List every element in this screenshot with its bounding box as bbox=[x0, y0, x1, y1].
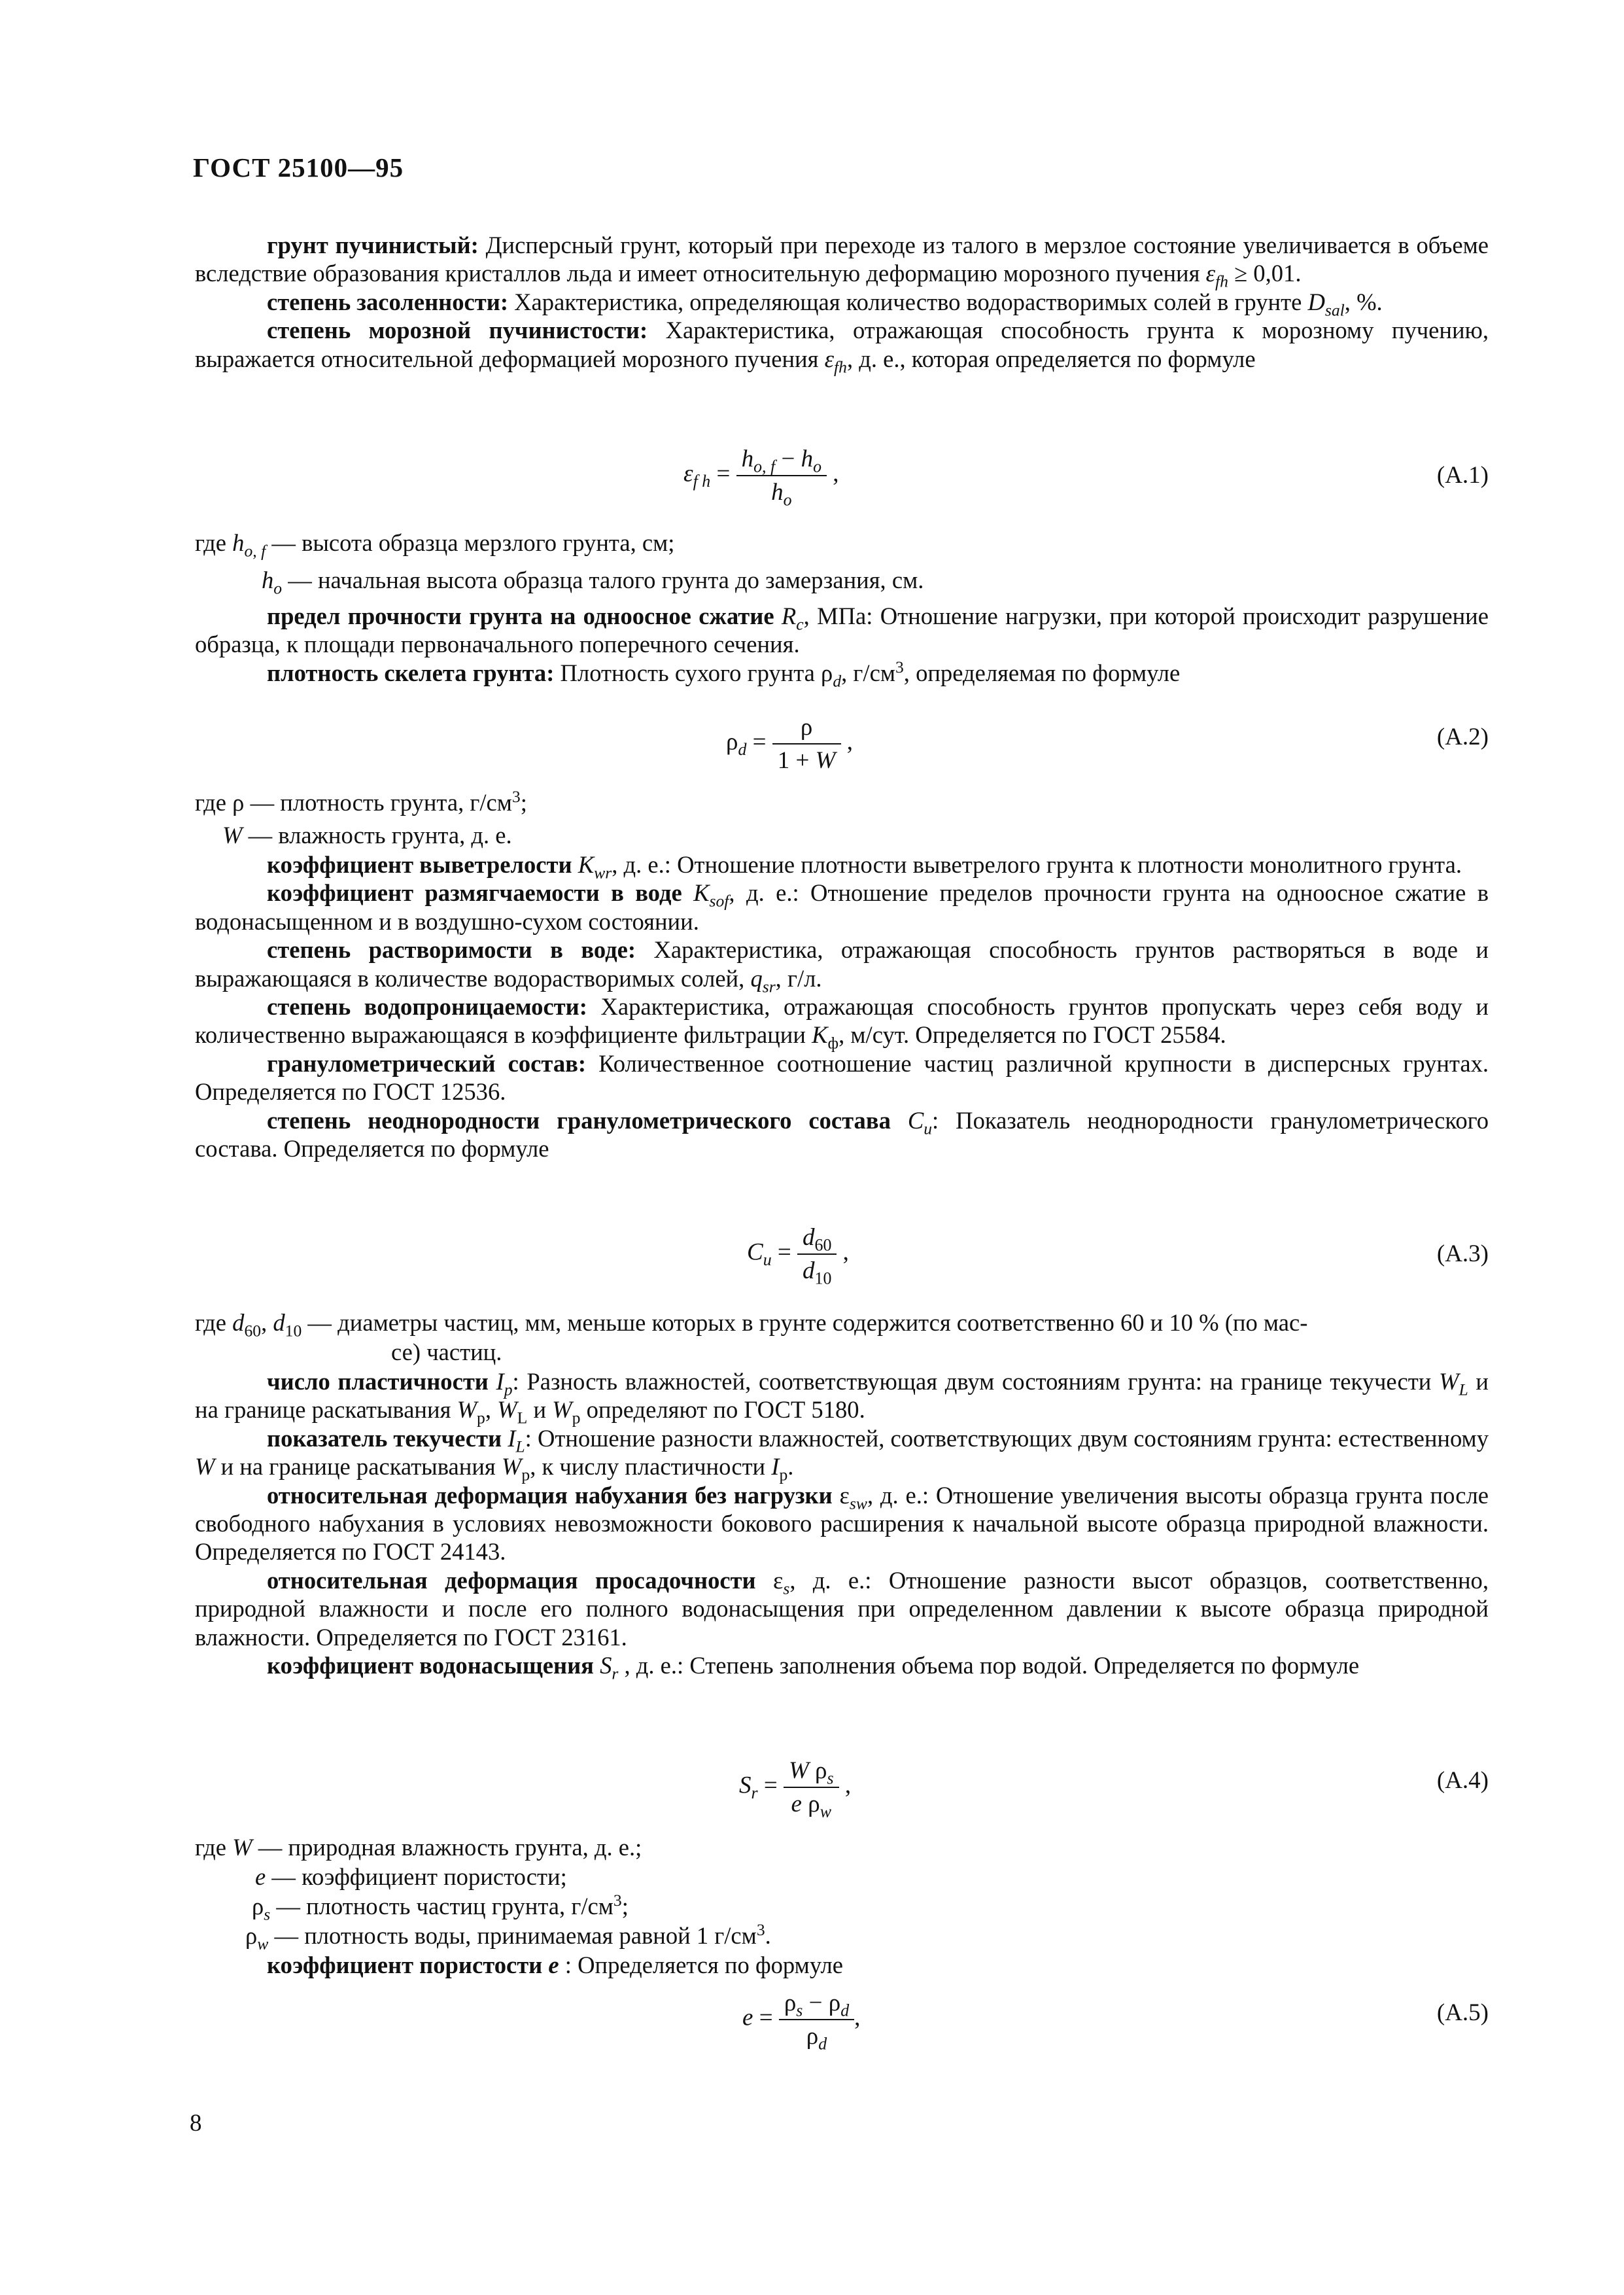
symbol-sub: p bbox=[504, 1380, 513, 1399]
symbol-sub: wr bbox=[594, 863, 612, 883]
where-line bbox=[245, 1919, 771, 1953]
where-line bbox=[252, 1890, 629, 1924]
symbol-sub: 10 bbox=[285, 1321, 302, 1340]
symbol-sub: s bbox=[264, 1904, 271, 1924]
text-block-2 bbox=[195, 602, 1489, 691]
symbol-sub: sr bbox=[762, 976, 776, 996]
den-sub: o bbox=[783, 490, 792, 510]
def-saturation-coef bbox=[195, 1651, 1489, 1683]
def-liquidity-index bbox=[195, 1424, 1489, 1484]
def-text: Количественное соотношение частиц различной крупности в дисперсных грунтах. Определяется по ГОСТ 12536. bbox=[195, 1049, 1489, 1106]
denominator bbox=[784, 1788, 839, 1821]
symbol-sub: 60 bbox=[244, 1321, 262, 1340]
formula-a1 bbox=[683, 445, 839, 510]
text-block-1 bbox=[195, 231, 1489, 376]
symbol-sub: p bbox=[521, 1465, 530, 1484]
term: степень засоленности: bbox=[267, 288, 508, 315]
fraction bbox=[772, 713, 841, 775]
where-text: — высота образца мерзлого грунта, см; bbox=[266, 529, 675, 556]
symbol-sub: w bbox=[257, 1934, 269, 1953]
symbol-sub: sw bbox=[849, 1493, 867, 1513]
numerator bbox=[736, 445, 827, 476]
formula-lhs-sub: f h bbox=[693, 471, 711, 491]
def-text: Дисперсный грунт, который при переходе из талого в мерзлое состояние увеличивается в объеме вследствие образования кристаллов льда и имеет относительную деформацию морозного пучения bbox=[195, 232, 1489, 287]
term: показатель текучести bbox=[267, 1424, 502, 1452]
where-text: где bbox=[195, 1309, 233, 1336]
def-text: определяют по ГОСТ 5180. bbox=[580, 1396, 865, 1424]
formula-a5 bbox=[742, 1989, 861, 2054]
where-line bbox=[262, 566, 924, 598]
denominator bbox=[779, 2020, 854, 2054]
equation-number-a1: (А.1) bbox=[1436, 462, 1489, 489]
symbol-sub: L bbox=[515, 1437, 525, 1456]
symbol: e bbox=[542, 1952, 559, 1978]
symbol: e bbox=[255, 1863, 266, 1890]
superscript: 3 bbox=[756, 1919, 765, 1939]
where-line bbox=[195, 788, 527, 816]
equals-sign: = bbox=[757, 1772, 784, 1799]
where-text: ; bbox=[520, 789, 527, 816]
def-text: и на границе раскатывания bbox=[215, 1453, 502, 1480]
text-block-5 bbox=[195, 1951, 1489, 1979]
where-line bbox=[222, 821, 512, 849]
where-text: — природная влажность грунта, д. е.; bbox=[252, 1834, 642, 1861]
term: грунт пучинистый: bbox=[267, 232, 479, 258]
def-plasticity-index bbox=[195, 1367, 1489, 1428]
symbol: K bbox=[812, 1021, 828, 1049]
symbol: ε bbox=[1205, 260, 1216, 287]
def-text: и на границе раскатывания bbox=[195, 1368, 1489, 1424]
def-text: , bbox=[485, 1396, 498, 1424]
where-text: . bbox=[765, 1922, 771, 1949]
def-text: , г/л. bbox=[775, 964, 822, 992]
comma: , bbox=[838, 1772, 852, 1799]
symbol: I bbox=[502, 1424, 516, 1452]
num-symbol: d bbox=[803, 1224, 815, 1251]
symbol-sub: s bbox=[783, 1579, 790, 1598]
def-swelling-strain bbox=[195, 1481, 1489, 1566]
symbol-sub: fh bbox=[1215, 272, 1228, 291]
symbol-sub: u bbox=[924, 1118, 933, 1138]
num-symbol: ρ bbox=[784, 1989, 797, 2016]
den-sub: d bbox=[818, 2034, 827, 2054]
where-text: ; bbox=[621, 1893, 629, 1919]
term: гранулометрический состав: bbox=[267, 1049, 587, 1077]
denominator bbox=[736, 476, 827, 510]
symbol: ρ bbox=[245, 1922, 258, 1949]
symbol-sub: c bbox=[796, 614, 804, 634]
den-sub: w bbox=[820, 1802, 831, 1821]
def-text: , %. bbox=[1344, 288, 1383, 315]
num-sub: o, f bbox=[753, 457, 776, 476]
symbol-sub: ф bbox=[827, 1033, 839, 1053]
symbol: W bbox=[232, 1834, 252, 1861]
def-text: , определяемая по формуле bbox=[903, 659, 1181, 686]
where-line bbox=[255, 1863, 567, 1891]
symbol: W bbox=[1439, 1368, 1459, 1395]
def-text: , д. е.: Степень заполнения объема пор водой. Определяется по формуле bbox=[618, 1652, 1360, 1679]
denominator bbox=[772, 745, 841, 775]
term: предел прочности грунта на одноосное сжатие bbox=[267, 603, 774, 629]
where-text: — диаметры частиц, мм, меньше которых в грунте содержится соответственно 60 и 10 % (по мас- bbox=[302, 1309, 1308, 1336]
term: степень водопроницаемости: bbox=[267, 993, 587, 1021]
term: коэффициент размягчаемости в воде bbox=[267, 879, 682, 907]
num-symbol: h bbox=[801, 446, 814, 472]
symbol: h bbox=[232, 529, 245, 556]
symbol: K bbox=[682, 879, 710, 907]
superscript: 3 bbox=[895, 657, 904, 676]
symbol-sub: fh bbox=[834, 357, 847, 376]
symbol: D bbox=[1307, 288, 1325, 315]
def-text: , д. е.: Отношение увеличения высоты образца грунта после свободного набухания в условиях невозможности бокового расширения к начальной высоте образца природной влажности. Определяется по ГОСТ 24143. bbox=[195, 1481, 1489, 1566]
def-permeability-degree bbox=[195, 992, 1489, 1053]
page-header: ГОСТ 25100—95 bbox=[193, 152, 404, 183]
page-number: 8 bbox=[190, 2110, 202, 2137]
def-text: , г/см bbox=[841, 659, 895, 686]
fraction bbox=[797, 1223, 837, 1288]
equation-number-a4: (А.4) bbox=[1436, 1767, 1489, 1794]
where-text: , bbox=[261, 1309, 273, 1336]
symbol: q bbox=[750, 964, 763, 992]
symbol-sub: o bbox=[273, 578, 283, 598]
equals-sign: = bbox=[710, 460, 736, 487]
def-text: , МПа: Отношение нагрузки, при которой происходит разрушение образца, к площади первоначального поперечного сечения. bbox=[195, 603, 1489, 658]
where-text: где bbox=[195, 529, 233, 556]
den-symbol: ρ bbox=[806, 2023, 819, 2050]
symbol: ρ bbox=[252, 1893, 264, 1919]
denominator bbox=[797, 1255, 837, 1288]
text-block-3 bbox=[195, 850, 1489, 1163]
def-frost-heave-degree bbox=[195, 316, 1489, 376]
formula-a2 bbox=[726, 713, 853, 775]
fraction bbox=[736, 445, 827, 510]
where-line bbox=[195, 1833, 642, 1861]
superscript: 3 bbox=[511, 786, 521, 806]
def-text: : Определяется по формуле bbox=[559, 1952, 843, 1978]
formula-lhs-sub: r bbox=[751, 1783, 758, 1802]
where-text: где bbox=[195, 1834, 233, 1861]
def-text: Характеристика, отражающая способность грунтов растворяться в воде и выражающаяся в количестве водорастворимых солей, bbox=[195, 936, 1489, 992]
equals-sign: = bbox=[771, 1238, 798, 1266]
num-symbol: h bbox=[741, 446, 754, 472]
def-grain-size bbox=[195, 1049, 1489, 1106]
def-uniaxial-strength bbox=[195, 602, 1489, 659]
numerator bbox=[779, 1989, 854, 2020]
symbol-sub: p bbox=[477, 1408, 485, 1428]
symbol: d bbox=[232, 1309, 245, 1336]
symbol: h bbox=[262, 567, 274, 593]
fraction bbox=[784, 1757, 839, 1821]
term: коэффициент пористости bbox=[267, 1952, 543, 1978]
def-uniformity-degree bbox=[195, 1106, 1489, 1163]
def-text: , д. е., которая определяется по формуле bbox=[846, 345, 1256, 372]
symbol: W bbox=[552, 1396, 572, 1424]
den-symbol: h bbox=[771, 479, 784, 506]
def-text: : Разность влажностей, соответствующая двум состояниям грунта: на границе текучести bbox=[512, 1368, 1439, 1395]
symbol: I bbox=[771, 1453, 780, 1480]
num-sub: o bbox=[813, 457, 822, 476]
symbol: d bbox=[273, 1309, 285, 1336]
where-text: — коэффициент пористости; bbox=[266, 1863, 567, 1890]
symbol: S bbox=[593, 1652, 612, 1679]
symbol: W bbox=[501, 1453, 522, 1480]
num-symbol: − ρ bbox=[803, 1989, 841, 2016]
den-sub: 10 bbox=[814, 1269, 832, 1288]
symbol-sub: L bbox=[1459, 1380, 1468, 1399]
symbol-sub: L bbox=[517, 1408, 528, 1428]
symbol-sub: d bbox=[833, 671, 842, 691]
comma: , bbox=[827, 460, 839, 487]
def-text: . bbox=[787, 1453, 794, 1480]
symbol: W bbox=[457, 1396, 477, 1424]
symbol-sub: sof bbox=[709, 891, 729, 911]
formula-lhs: e bbox=[742, 2004, 753, 2031]
term: степень растворимости в воде: bbox=[267, 936, 636, 964]
equation-number-a2: (А.2) bbox=[1436, 724, 1489, 750]
def-text: , м/сут. Определяется по ГОСТ 25584. bbox=[838, 1021, 1226, 1049]
minus-sign: − bbox=[775, 446, 801, 472]
term: коэффициент выветрелости bbox=[267, 851, 572, 878]
symbol: C bbox=[890, 1106, 924, 1134]
num-sub: 60 bbox=[814, 1235, 832, 1255]
term: коэффициент водонасыщения bbox=[267, 1652, 594, 1679]
where-text: где ρ — плотность грунта, г/см bbox=[195, 789, 512, 816]
term: степень неоднородности гранулометрического состава bbox=[267, 1106, 891, 1134]
symbol-sub: p bbox=[779, 1465, 788, 1484]
num-symbol: ρ bbox=[808, 1757, 827, 1784]
num-sub: d bbox=[840, 2001, 850, 2020]
def-porosity-coef bbox=[195, 1951, 1489, 1979]
formula-lhs-sub: d bbox=[738, 739, 747, 759]
symbol: R bbox=[774, 603, 797, 629]
num-symbol: ρ bbox=[800, 714, 813, 741]
superscript: 3 bbox=[613, 1890, 622, 1910]
num-sub: s bbox=[796, 2001, 803, 2020]
comma: , bbox=[854, 2004, 861, 2031]
symbol: ε bbox=[832, 1481, 850, 1509]
def-text: : Показатель неоднородности гранулометрического состава. Определяется по формуле bbox=[195, 1106, 1489, 1163]
equals-sign: = bbox=[753, 2004, 779, 2031]
den-symbol: W bbox=[815, 747, 836, 774]
def-solubility-degree bbox=[195, 936, 1489, 996]
equation-number-a3: (А.3) bbox=[1436, 1240, 1489, 1267]
def-text: , к числу пластичности bbox=[530, 1453, 772, 1480]
symbol: ε bbox=[755, 1566, 784, 1594]
where-line bbox=[195, 1308, 1308, 1340]
where-line: се) частиц. bbox=[391, 1339, 502, 1365]
symbol-sub: p bbox=[572, 1408, 581, 1428]
def-collapse-strain bbox=[195, 1566, 1489, 1651]
def-text: Характеристика, определяющая количество водорастворимых солей в грунте bbox=[508, 288, 1308, 315]
fraction bbox=[779, 1989, 854, 2054]
symbol-sub: r bbox=[612, 1664, 619, 1683]
def-text: Плотность сухого грунта ρ bbox=[554, 659, 833, 686]
num-symbol: W bbox=[788, 1757, 809, 1784]
def-text: , д. е.: Отношение плотности выветрелого грунта к плотности монолитного грунта. bbox=[612, 851, 1462, 878]
symbol: I bbox=[488, 1368, 504, 1395]
equation-number-a5: (А.5) bbox=[1436, 1999, 1489, 2026]
def-text: : Отношение разности влажностей, соответствующих двум состояниям грунта: естественному bbox=[525, 1424, 1489, 1452]
def-frost-heaving-soil bbox=[195, 231, 1489, 291]
den-symbol: e bbox=[791, 1791, 802, 1817]
text-block-4 bbox=[195, 1367, 1489, 1683]
symbol: W bbox=[497, 1396, 517, 1424]
den-text: 1 + bbox=[777, 747, 816, 774]
den-symbol: d bbox=[803, 1257, 815, 1284]
term: плотность скелета грунта: bbox=[267, 659, 555, 686]
term: число пластичности bbox=[267, 1368, 489, 1395]
symbol-sub: sal bbox=[1324, 300, 1345, 320]
where-text: — влажность грунта, д. е. bbox=[242, 822, 512, 849]
formula-a4 bbox=[739, 1757, 852, 1821]
def-text: , д. е.: Отношение разности высот образцов, соответственно, природной влажности и после его полного водонасыщения при определенном давлении к высоте образца природной влажности. Определяется по ГОСТ 23161. bbox=[195, 1566, 1489, 1651]
comma: , bbox=[837, 1238, 849, 1266]
formula-lhs: ε bbox=[683, 460, 693, 487]
term: относительная деформация просадочности bbox=[267, 1566, 756, 1594]
equals-sign: = bbox=[746, 728, 772, 756]
where-line bbox=[195, 529, 675, 561]
symbol: ε bbox=[824, 345, 835, 372]
def-text: , д. е.: Отношение пределов прочности грунта на одноосное сжатие в водонасыщенном и в воздушно-сухом состоянии. bbox=[195, 879, 1489, 935]
def-text: Характеристика, отражающая способность грунтов пропускать через себя воду и количественно выражающаяся в коэффициенте фильтрации bbox=[195, 993, 1489, 1049]
term: относительная деформация набухания без нагрузки bbox=[267, 1481, 833, 1509]
den-symbol: ρ bbox=[801, 1791, 820, 1817]
symbol: K bbox=[572, 851, 595, 878]
formula-lhs: C bbox=[747, 1238, 763, 1266]
formula-a3 bbox=[747, 1223, 849, 1288]
symbol: W bbox=[222, 822, 243, 849]
numerator bbox=[784, 1757, 839, 1788]
where-text: — плотность частиц грунта, г/см bbox=[270, 1893, 613, 1919]
comma: , bbox=[840, 728, 853, 756]
formula-lhs: ρ bbox=[726, 728, 738, 756]
where-text: — плотность воды, принимаемая равной 1 г/см bbox=[268, 1922, 757, 1949]
numerator bbox=[797, 1223, 837, 1255]
def-text: Характеристика, отражающая способность грунта к морозному пучению, выражается относительной деформацией морозного пучения bbox=[195, 317, 1489, 372]
symbol: W bbox=[195, 1453, 215, 1480]
def-text: и bbox=[527, 1396, 553, 1424]
def-softening-coef bbox=[195, 879, 1489, 936]
numerator bbox=[772, 713, 841, 745]
def-text: ≥ 0,01. bbox=[1228, 260, 1302, 287]
where-text: — начальная высота образца талого грунта до замерзания, см. bbox=[282, 567, 924, 593]
def-salinity-degree bbox=[195, 288, 1489, 320]
symbol-sub: o, f bbox=[244, 541, 266, 561]
formula-lhs: S bbox=[739, 1772, 752, 1799]
term: степень морозной пучинистости: bbox=[267, 317, 648, 344]
def-weathering-coef bbox=[195, 850, 1489, 883]
num-sub: s bbox=[827, 1768, 834, 1788]
def-dry-density bbox=[195, 657, 1489, 691]
formula-lhs-sub: u bbox=[763, 1250, 772, 1269]
